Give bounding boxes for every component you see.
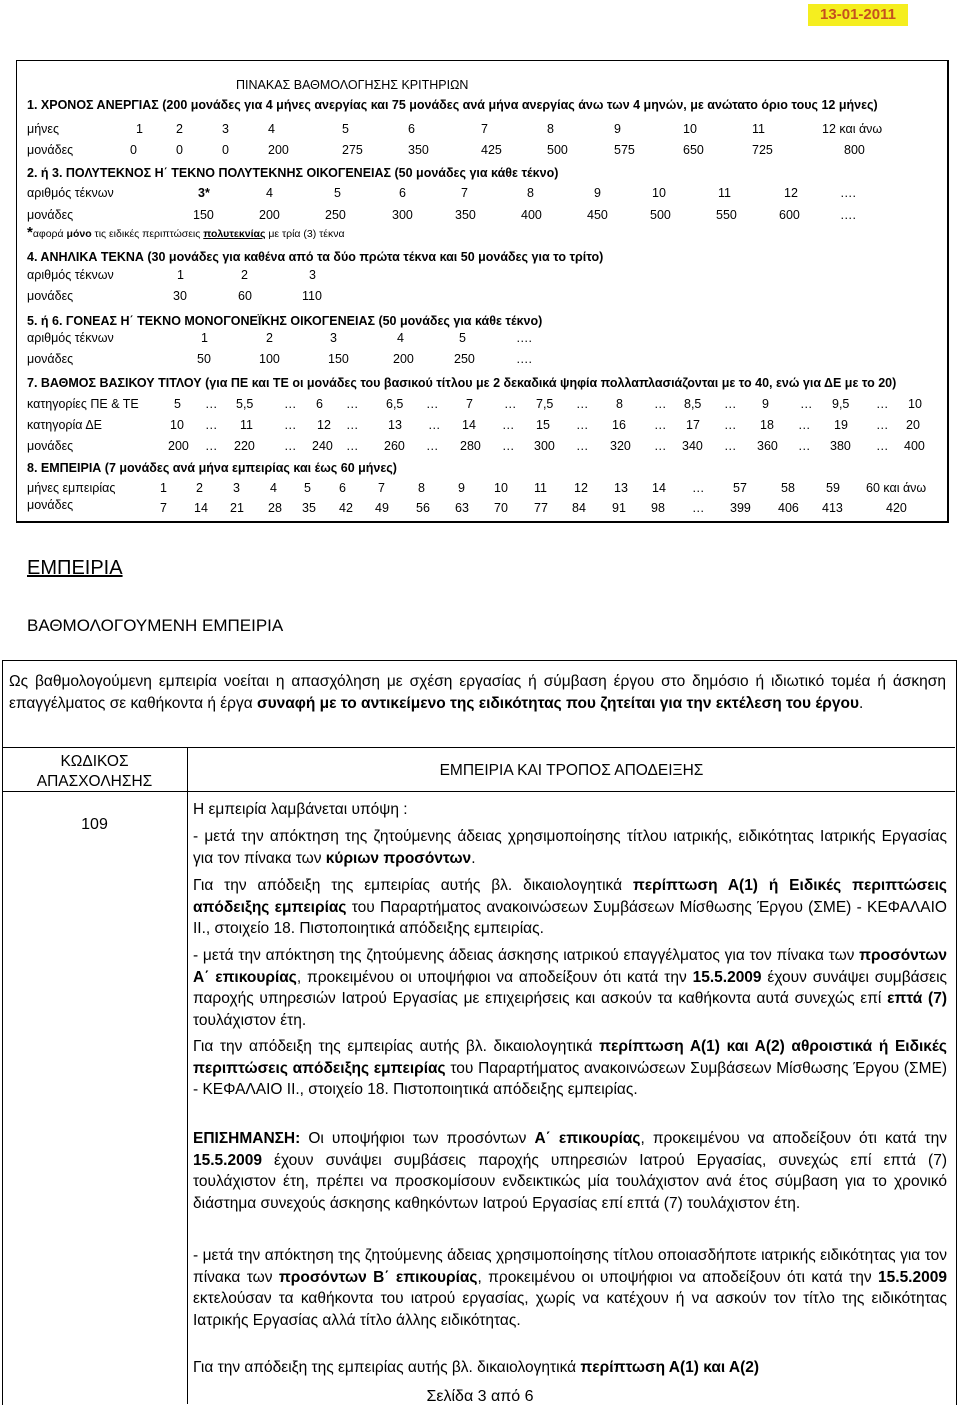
table-cell: 413: [822, 501, 843, 515]
table-cell: 9: [614, 122, 621, 136]
table-cell: 5: [342, 122, 349, 136]
date-badge: 13-01-2011: [808, 4, 908, 26]
table-cell: 8: [527, 186, 534, 200]
table-cell: …: [876, 418, 889, 432]
table-cell: 18: [760, 418, 774, 432]
section-8-row2-label: μονάδες: [27, 498, 74, 512]
p7-c: , προκειμένου οι υποψήφιοι να αποδείξουν ότι κατά την: [477, 1268, 879, 1286]
table-cell: 30: [173, 289, 187, 303]
table-cell: 11: [534, 481, 547, 495]
table-cell: …: [692, 501, 705, 515]
experience-intro: [9, 671, 946, 715]
code-header-line1: ΚΩΔΙΚΟΣ: [60, 753, 129, 770]
table-cell: 8: [547, 122, 554, 136]
table-cell: 7: [160, 501, 167, 515]
table-cell: …: [800, 397, 813, 411]
code-header: [2, 752, 187, 792]
table-cell: ….: [516, 352, 532, 366]
p3-a: Για την απόδειξη της εμπειρίας αυτής βλ. δικαιολογητικά: [193, 877, 633, 894]
table-cell: …: [798, 439, 811, 453]
p4-f: επτά (7): [887, 990, 947, 1007]
table-cell: 8: [616, 397, 623, 411]
p4-c: , προκειμένου οι υποψήφιοι να αποδείξουν ότι κατά την: [296, 968, 693, 986]
para-1: Η εμπειρία λαμβάνεται υπόψη :: [193, 801, 408, 818]
table-cell: 240: [312, 439, 333, 453]
table-cell: …: [876, 397, 889, 411]
table-cell: 250: [454, 352, 475, 366]
table-cell: 12 και άνω: [822, 122, 883, 136]
table-cell: 58: [781, 481, 795, 495]
table-cell: 17: [686, 418, 700, 432]
para-3: [193, 875, 947, 940]
table-cell: 91: [612, 501, 626, 515]
table-cell: 150: [328, 352, 349, 366]
table-cell: 21: [230, 501, 244, 515]
experience-subtitle: ΒΑΘΜΟΛΟΓΟΥΜΕΝΗ ΕΜΠΕΙΡΙΑ: [27, 616, 284, 635]
table-cell: 13: [614, 481, 628, 495]
p7-e: εκτελούσαν τα καθήκοντα του ιατρού εργασίας, χωρίς να κατέχουν ή να ασκούν τον τίτλο της ειδικότητας Ιατρικής Εργασίας αλλά τίτλο άλλης ειδικότητας.: [193, 1290, 947, 1329]
table-cell: 6: [339, 481, 346, 495]
table-cell: 420: [886, 501, 907, 515]
table-cell: ….: [840, 186, 856, 200]
table-cell: 63: [455, 501, 469, 515]
table-cell: 6: [408, 122, 415, 136]
table-column-divider: [187, 747, 188, 1404]
table-cell: 60: [238, 289, 252, 303]
table-cell: …: [692, 481, 705, 495]
table-cell: 11: [752, 122, 765, 136]
table-cell: 110: [302, 289, 322, 303]
p6-b: Οι υποψήφιοι των προσόντων: [300, 1130, 535, 1147]
table-cell: 360: [757, 439, 778, 453]
section-4-row2-label: μονάδες: [27, 289, 74, 303]
section-2-row2-label: μονάδες: [27, 208, 74, 222]
table-cell: …: [576, 418, 589, 432]
para-5: [193, 1036, 947, 1101]
table-cell: 2: [241, 268, 248, 282]
table-cell: 10: [170, 418, 184, 432]
table-cell: 5,5: [236, 397, 254, 411]
p4-a: - μετά την απόκτηση της ζητούμενης άδειας άσκησης ιατρικού επαγγέλματος για τον πίνακα των: [193, 947, 860, 964]
table-cell: 8: [418, 481, 425, 495]
table-cell: …: [576, 397, 589, 411]
table-cell: 500: [650, 208, 671, 222]
table-cell: 60 και άνω: [866, 481, 927, 495]
intro-c: .: [859, 695, 864, 712]
table-cell: 3: [233, 481, 240, 495]
table-cell: 14: [194, 501, 208, 515]
table-cell: …: [654, 418, 667, 432]
table-cell: …: [724, 439, 737, 453]
table-cell: 500: [547, 143, 568, 157]
p4-b: προσόντων Α΄ επικουρίας: [193, 947, 947, 986]
table-cell: 275: [342, 143, 363, 157]
table-cell: ….: [840, 208, 856, 222]
p4-e: έχουν συνάψει συμβάσεις παροχής υπηρεσιών Ιατρού Εργασίας με επιχειρήσεις και ασκούν τα καθήκοντα αυτά συνεχώς επί: [193, 968, 947, 1007]
table-cell: 28: [268, 501, 282, 515]
table-cell: …: [346, 418, 359, 432]
table-cell: 200: [168, 439, 189, 453]
para-6: [193, 1128, 947, 1214]
page-footer: Σελίδα 3 από 6: [426, 1388, 534, 1405]
p6-c: Α΄ επικουρίας: [534, 1130, 641, 1147]
table-cell: 650: [683, 143, 704, 157]
table-cell: …: [346, 397, 359, 411]
table-cell: 5: [174, 397, 181, 411]
p7-a: - μετά την απόκτηση της ζητούμενης άδειας χρησιμοποίησης τίτλου οποιασδήποτε ιατρικής ειδικότητας για τον πίνακα των: [193, 1247, 947, 1286]
section-7-row1-label: κατηγορίες ΠΕ & ΤΕ: [27, 397, 139, 411]
table-cell: 220: [234, 439, 255, 453]
table-cell: 3*: [198, 186, 210, 200]
table-top-border: [2, 747, 955, 748]
table-cell: 450: [587, 208, 608, 222]
table-cell: 5: [334, 186, 341, 200]
para-4: [193, 945, 947, 1031]
scoring-table-title: ΠΙΝΑΚΑΣ ΒΑΘΜΟΛΟΓΗΣΗΣ ΚΡΙΤΗΡΙΩΝ: [236, 78, 469, 92]
table-cell: 8,5: [684, 397, 702, 411]
table-cell: …: [724, 397, 737, 411]
table-cell: 11: [718, 186, 731, 200]
code-header-line2: ΑΠΑΣΧΟΛΗΣΗΣ: [36, 773, 153, 790]
table-cell: 9: [762, 397, 769, 411]
table-cell: 35: [302, 501, 316, 515]
section-7-row2-label: κατηγορία ΔΕ: [27, 418, 102, 432]
table-cell: …: [502, 439, 515, 453]
table-cell: 7: [461, 186, 468, 200]
section-8-heading: 8. ΕΜΠΕΙΡΙΑ (7 μονάδες ανά μήνα εμπειρίας και έως 60 μήνες): [27, 461, 397, 475]
p7-d: 15.5.2009: [878, 1268, 947, 1286]
table-cell: …: [654, 397, 667, 411]
table-cell: …: [284, 439, 297, 453]
section-2-note: [27, 224, 345, 241]
table-cell: 150: [193, 208, 214, 222]
section-2-heading: 2. ή 3. ΠΟΛΥΤΕΚΝΟΣ Η΄ ΤΕΚΝΟ ΠΟΛΥΤΕΚΝΗΣ ΟΙΚΟΓΕΝΕΙΑΣ (50 μονάδες για κάθε τέκνο): [27, 166, 559, 180]
table-cell: 340: [682, 439, 703, 453]
p5-a: Για την απόδειξη της εμπειρίας αυτής βλ. δικαιολογητικά: [193, 1038, 600, 1055]
table-cell: 250: [325, 208, 346, 222]
p3-b: περίπτωση Α(1) ή Ειδικές περιπτώσεις απόδειξης εμπειρίας: [193, 877, 947, 916]
table-cell: 400: [521, 208, 542, 222]
section-5-row2-label: μονάδες: [27, 352, 74, 366]
table-cell: 10: [494, 481, 508, 495]
section-2-row1-label: αριθμός τέκνων: [27, 186, 114, 200]
section-5-heading: 5. ή 6. ΓΟΝΕΑΣ Η΄ ΤΕΚΝΟ ΜΟΝΟΓΟΝΕΪΚΗΣ ΟΙΚΟΓΕΝΕΙΑΣ (50 μονάδες για κάθε τέκνο): [27, 314, 543, 328]
table-cell: 425: [481, 143, 502, 157]
section-7-row3-label: μονάδες: [27, 439, 74, 453]
p8-b: περίπτωση Α(1) και Α(2): [580, 1359, 760, 1376]
table-cell: 1: [177, 268, 184, 282]
p4-d: 15.5.2009: [692, 968, 762, 986]
table-cell: 49: [375, 501, 389, 515]
table-cell: …: [798, 418, 811, 432]
table-cell: 3: [330, 331, 337, 345]
table-cell: 0: [176, 143, 183, 157]
table-cell: 59: [826, 481, 840, 495]
note-b: μόνο: [66, 228, 92, 240]
table-cell: 84: [572, 501, 586, 515]
table-cell: 2: [196, 481, 203, 495]
table-cell: 100: [259, 352, 280, 366]
note-d: πολυτεκνίας: [203, 228, 266, 240]
table-cell: 200: [268, 143, 289, 157]
table-cell: 300: [534, 439, 555, 453]
table-cell: …: [654, 439, 667, 453]
table-cell: 6,5: [386, 397, 404, 411]
para-2: [193, 826, 947, 869]
table-cell: 4: [266, 186, 273, 200]
table-cell: 7: [481, 122, 488, 136]
para-8: [193, 1357, 947, 1379]
table-cell: 4: [270, 481, 277, 495]
table-cell: 725: [752, 143, 773, 157]
table-cell: …: [576, 439, 589, 453]
p4-g: τουλάχιστον έτη.: [193, 1011, 307, 1029]
table-cell: …: [284, 418, 297, 432]
p6-f: έχουν συνάψει συμβάσεις παροχής υπηρεσιών Ιατρού Εργασίας, συνεχώς επί επτά (7) τουλάχιστον έτη, πρέπει να προσκομίσουν ενδεικτικώς μία τουλάχιστον ανά έτος σύμβαση για το χρονικό διάστημα συνεχούς άσκησης καθηκόντων Ιατρού Εργασίας επί επτά (7) τουλάχιστον έτη.: [193, 1151, 947, 1212]
table-cell: …: [284, 397, 297, 411]
table-cell: …: [724, 418, 737, 432]
table-cell: 10: [652, 186, 666, 200]
table-cell: 7: [466, 397, 473, 411]
table-cell: …: [876, 439, 889, 453]
table-cell: 1: [136, 122, 143, 136]
table-cell: 4: [268, 122, 275, 136]
intro-b: συναφή με το αντικείμενο της ειδικότητας που ζητείται για την εκτέλεση του έργου: [257, 695, 860, 712]
section-7-heading: 7. ΒΑΘΜΟΣ ΒΑΣΙΚΟΥ ΤΙΤΛΟΥ (για ΠΕ και ΤΕ οι μονάδες του βασικού τίτλου με 2 δεκαδικά ψηφία πολλαπλασιάζονται με το 40, ενώ για ΔΕ με το 20): [27, 376, 897, 390]
table-cell: 4: [397, 331, 404, 345]
table-cell: 9,5: [832, 397, 850, 411]
table-cell: 7,5: [536, 397, 554, 411]
note-a: αφορά: [32, 228, 67, 240]
table-cell: 200: [259, 208, 280, 222]
table-cell: …: [426, 397, 439, 411]
section-4-row1-label: αριθμός τέκνων: [27, 268, 114, 282]
section-4-heading: 4. ΑΝΗΛΙΚΑ ΤΕΚΝΑ (30 μονάδες για καθένα από τα δύο πρώτα τέκνα και 50 μονάδες για το τρίτο): [27, 250, 604, 264]
p3-c: του Παραρτήματος ανακοινώσεων Συμβάσεων Μίσθωσης Έργου (ΣΜΕ) - ΚΕΦΑΛΑΙΟ ΙΙ., στοιχείο 18. Πιστοποιητικά απόδειξης εμπειρίας.: [193, 898, 947, 937]
p8-a: Για την απόδειξη της εμπειρίας αυτής βλ. δικαιολογητικά: [193, 1359, 581, 1376]
table-cell: 2: [266, 331, 273, 345]
note-c: τις ειδικές περιπτώσεις: [91, 228, 204, 240]
table-cell: 9: [594, 186, 601, 200]
table-cell: 600: [779, 208, 800, 222]
table-cell: …: [205, 418, 218, 432]
table-cell: …: [504, 397, 517, 411]
table-cell: 56: [416, 501, 430, 515]
p2-b: κύριων προσόντων: [325, 849, 472, 867]
table-cell: 98: [651, 501, 665, 515]
table-cell: 6: [316, 397, 323, 411]
table-cell: 70: [494, 501, 508, 515]
table-cell: 0: [130, 143, 137, 157]
table-cell: 50: [197, 352, 211, 366]
table-cell: 280: [460, 439, 481, 453]
p6-a: ΕΠΙΣΗΜΑΝΣΗ:: [193, 1130, 301, 1147]
table-cell: 14: [462, 418, 476, 432]
table-cell: 380: [830, 439, 851, 453]
table-cell: 15: [536, 418, 550, 432]
table-cell: 0: [222, 143, 229, 157]
exp-header-border: [187, 791, 955, 792]
table-cell: 400: [904, 439, 925, 453]
table-cell: 14: [652, 481, 666, 495]
para-7: [193, 1245, 947, 1331]
table-cell: 550: [716, 208, 737, 222]
table-cell: 6: [399, 186, 406, 200]
table-cell: 20: [906, 418, 920, 432]
p6-e: 15.5.2009: [193, 1151, 262, 1169]
table-cell: 300: [392, 208, 413, 222]
table-cell: …: [205, 439, 218, 453]
section-1-row2-label: μονάδες: [27, 143, 74, 157]
table-cell: 19: [834, 418, 848, 432]
table-cell: 350: [408, 143, 429, 157]
table-cell: 5: [459, 331, 466, 345]
table-cell: 406: [778, 501, 799, 515]
table-cell: 200: [393, 352, 414, 366]
p5-b: περίπτωση Α(1) και Α(2) αθροιστικά ή Ειδικές περιπτώσεις απόδειξης εμπειρίας: [193, 1038, 947, 1077]
section-5-row1-label: αριθμός τέκνων: [27, 331, 114, 345]
p5-c: του Παραρτήματος ανακοινώσεων Συμβάσεων Μίσθωσης Έργου (ΣΜΕ) - ΚΕΦΑΛΑΙΟ ΙΙ., στοιχείο 18. Πιστοποιητικά απόδειξης εμπειρίας.: [193, 1059, 948, 1098]
table-cell: 12: [574, 481, 588, 495]
table-cell: 800: [844, 143, 865, 157]
table-cell: …: [205, 397, 218, 411]
table-cell: 11: [240, 418, 253, 432]
experience-title: ΕΜΠΕΙΡΙΑ: [27, 557, 123, 579]
table-cell: 1: [160, 481, 167, 495]
table-cell: 260: [384, 439, 405, 453]
table-cell: 3: [309, 268, 316, 282]
table-cell: …: [426, 439, 439, 453]
p2-a: - μετά την απόκτηση της ζητούμενης άδειας χρησιμοποίησης τίτλου ιατρικής, ειδικότητας Ιατρικής Εργασίας για τον πίνακα των: [193, 828, 947, 867]
table-cell: 9: [458, 481, 465, 495]
table-cell: 2: [176, 122, 183, 136]
intro-a: Ως βαθμολογούμενη εμπειρία νοείται η απασχόληση με σχέση εργασίας ή σύμβαση έργου στο δημόσιο ή ιδιωτικό τομέα ή άσκηση επαγγέλματος σε καθήκοντα ή έργα: [9, 673, 946, 712]
section-1-row1-label: μήνες: [27, 122, 60, 136]
table-cell: 57: [733, 481, 747, 495]
table-cell: 7: [378, 481, 385, 495]
table-cell: 5: [304, 481, 311, 495]
table-cell: ….: [516, 331, 532, 345]
note-e: με τρία (3) τέκνα: [265, 228, 345, 240]
table-cell: 10: [908, 397, 922, 411]
p7-b: προσόντων Β΄ επικουρίας: [278, 1268, 478, 1286]
table-cell: 16: [612, 418, 626, 432]
section-1-heading: 1. ΧΡΟΝΟΣ ΑΝΕΡΓΙΑΣ (200 μονάδες για 4 μήνες ανεργίας και 75 μονάδες ανά μήνα ανεργίας άνω των 4 μηνών, με ανώτατο όριο τους 12 μήνες): [27, 98, 878, 112]
table-cell: …: [502, 418, 515, 432]
table-cell: 350: [455, 208, 476, 222]
table-cell: 399: [730, 501, 751, 515]
table-cell: 320: [610, 439, 631, 453]
code-value: 109: [81, 816, 108, 833]
table-cell: …: [346, 439, 359, 453]
table-cell: 3: [222, 122, 229, 136]
p2-c: .: [471, 849, 476, 867]
table-cell: 77: [534, 501, 548, 515]
table-cell: …: [428, 418, 441, 432]
table-cell: 10: [683, 122, 697, 136]
table-cell: 42: [339, 501, 353, 515]
section-8-row1-label: μήνες εμπειρίας: [27, 481, 116, 495]
table-cell: 12: [317, 418, 331, 432]
table-cell: 13: [388, 418, 402, 432]
note-star: *: [27, 224, 33, 241]
table-cell: 575: [614, 143, 635, 157]
table-cell: 1: [201, 331, 208, 345]
p6-d: , προκειμένου να αποδείξουν ότι κατά την: [640, 1130, 947, 1147]
experience-header: ΕΜΠΕΙΡΙΑ ΚΑΙ ΤΡΟΠΟΣ ΑΠΟΔΕΙΞΗΣ: [439, 762, 704, 779]
table-cell: 12: [784, 186, 798, 200]
